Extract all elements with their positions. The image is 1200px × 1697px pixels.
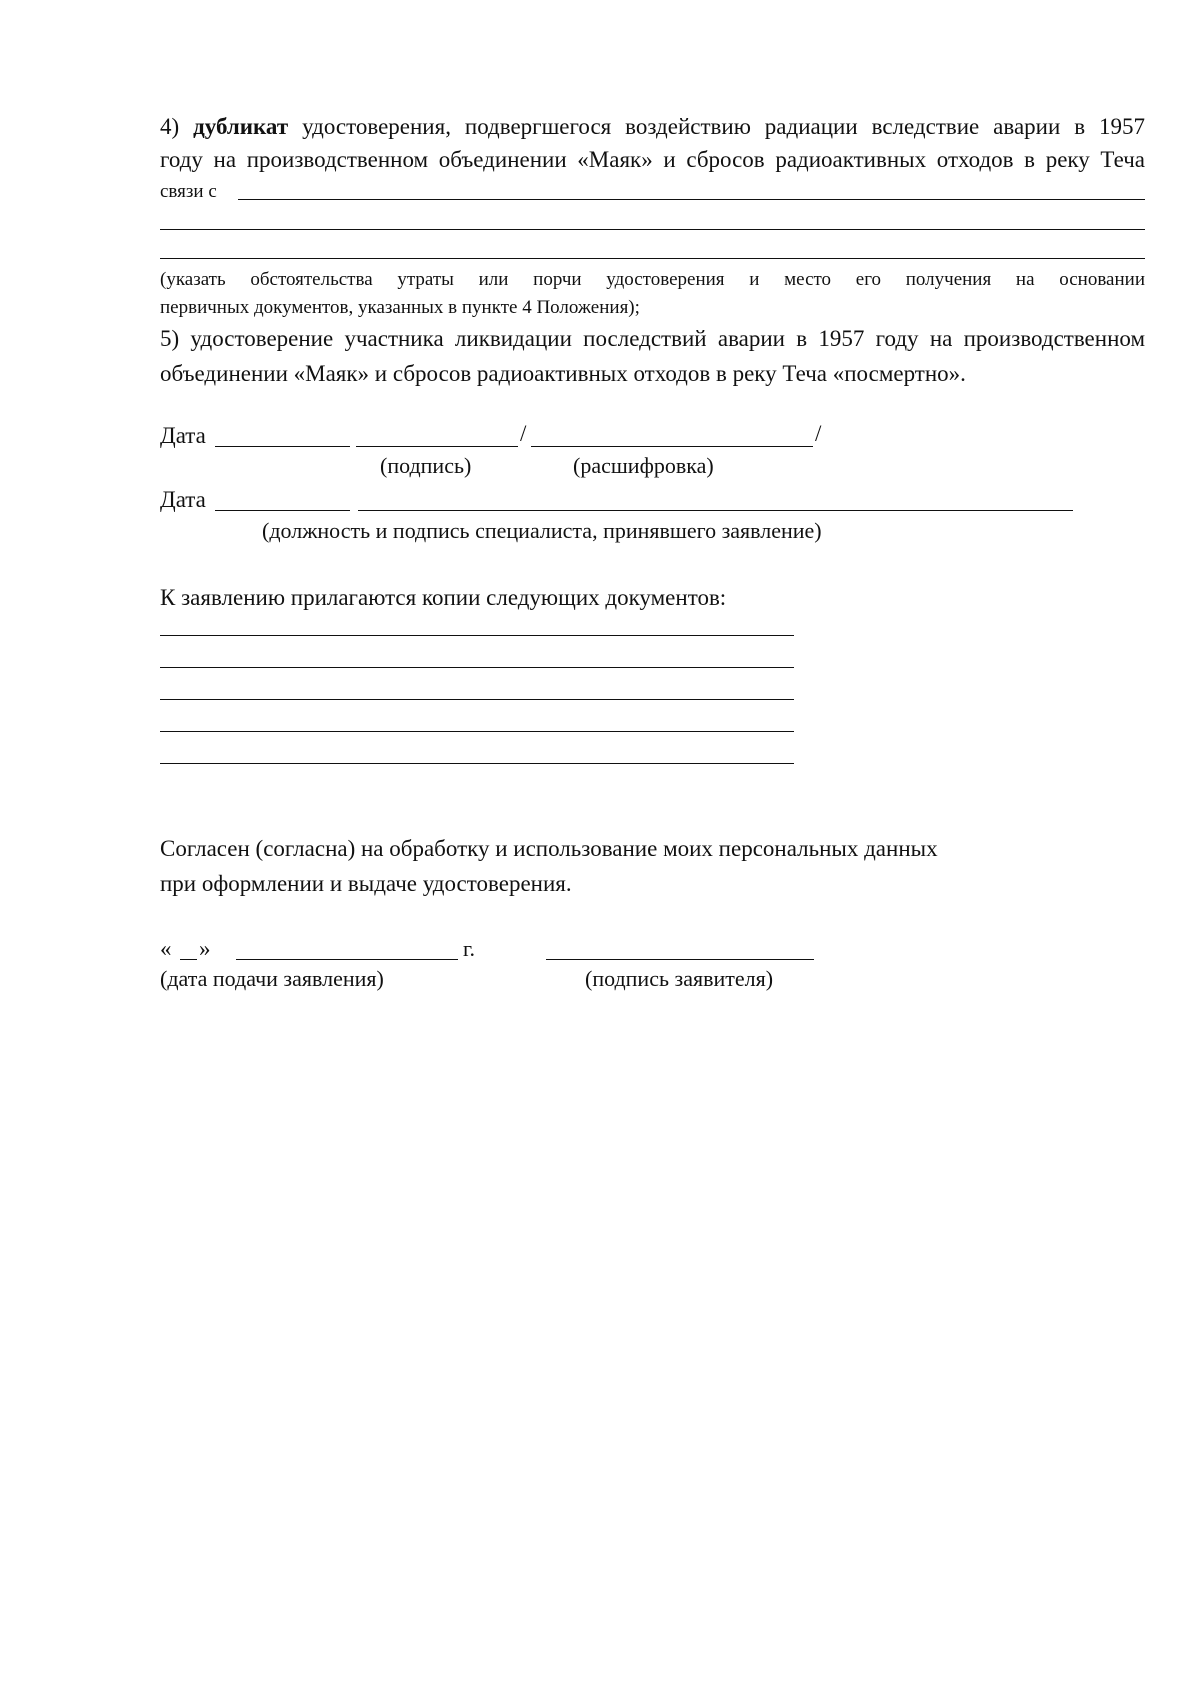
section4-fill-line-2[interactable] xyxy=(160,229,1145,230)
quote-close: » xyxy=(199,936,211,961)
attachment-line-3[interactable] xyxy=(160,699,794,700)
section4-line1-rest: удостоверения, подвергшегося воздействию радиации вследствие аварии в 1957 xyxy=(302,114,1146,139)
slash-2: / xyxy=(815,421,822,446)
decoding-caption: (расшифровка) xyxy=(573,453,714,478)
date-fill-line-1[interactable] xyxy=(215,446,350,447)
month-fill-line[interactable] xyxy=(236,959,458,960)
specialist-caption: (должность и подпись специалиста, принявшего заявление) xyxy=(262,518,822,543)
section4-note-line2: первичных документов, указанных в пункте 4 Положения); xyxy=(160,297,640,318)
date-label-1: Дата xyxy=(160,423,206,448)
applicant-signature-line[interactable] xyxy=(546,959,814,960)
section4-line3-label: связи с xyxy=(160,181,217,202)
applicant-caption: (подпись заявителя) xyxy=(585,966,774,991)
attachment-line-1[interactable] xyxy=(160,635,794,636)
quote-open: « xyxy=(160,936,172,961)
section4-note-line1: (указать обстоятельства утраты или порчи удостоверения и место его получения на основании xyxy=(160,269,1145,290)
specialist-fill-line[interactable] xyxy=(358,510,1073,511)
section5-line1: 5) удостоверение участника ликвидации последствий аварии в 1957 году на производственном xyxy=(160,326,1145,351)
day-fill-line[interactable] xyxy=(180,959,197,960)
section4-line1 xyxy=(160,115,1145,138)
signature-fill-line[interactable] xyxy=(356,446,518,447)
section5-line2: объединении «Маяк» и сбросов радиоактивных отходов в реку Теча «посмертно». xyxy=(160,361,966,386)
attachments-heading: К заявлению прилагаются копии следующих документов: xyxy=(160,585,727,610)
year-suffix: г. xyxy=(463,936,476,961)
section4-fill-line-1[interactable] xyxy=(238,199,1145,200)
date-fill-line-2[interactable] xyxy=(215,510,350,511)
slash-1: / xyxy=(520,421,527,446)
attachment-line-2[interactable] xyxy=(160,667,794,668)
consent-line1: Согласен (согласна) на обработку и использование моих персональных данных xyxy=(160,836,938,861)
consent-line2: при оформлении и выдаче удостоверения. xyxy=(160,871,572,896)
section4-number: 4) xyxy=(160,114,180,139)
signature-caption: (подпись) xyxy=(380,453,472,478)
attachment-line-5[interactable] xyxy=(160,763,794,764)
section4-fill-line-3[interactable] xyxy=(160,258,1145,259)
date-caption: (дата подачи заявления) xyxy=(160,966,384,991)
date-label-2: Дата xyxy=(160,487,206,512)
section4-line2: году на производственном объединении «Маяк» и сбросов радиоактивных отходов в реку Теча xyxy=(160,147,1145,172)
section4-bold-word: дубликат xyxy=(193,114,289,139)
attachment-line-4[interactable] xyxy=(160,731,794,732)
decoding-fill-line[interactable] xyxy=(531,446,813,447)
